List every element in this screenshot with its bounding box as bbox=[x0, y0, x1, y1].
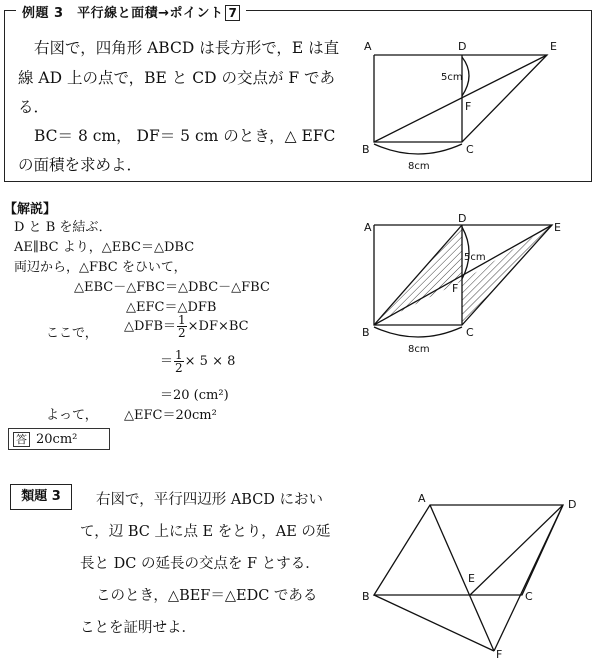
fig3-label-b: B bbox=[362, 590, 370, 603]
solution-line-5: △EFC＝△DFB bbox=[126, 300, 217, 315]
fig3-label-c: C bbox=[525, 590, 533, 603]
half-num-1: 1 bbox=[178, 313, 186, 327]
example-line-5: の面積を求めよ． bbox=[18, 156, 143, 174]
solution-line-3: 両辺から，△FBC をひいて， bbox=[14, 260, 187, 275]
solution-line-2: AE∥BC より，△EBC＝△DBC bbox=[14, 240, 195, 255]
equation-1 bbox=[124, 314, 249, 339]
practice-line-5: ことを証明せよ． bbox=[80, 620, 196, 636]
half-fraction-2 bbox=[174, 349, 184, 374]
example-header bbox=[16, 2, 246, 21]
half-fraction-1 bbox=[177, 314, 187, 339]
equation-2 bbox=[160, 349, 235, 374]
fig1-label-c: C bbox=[466, 143, 474, 156]
example-line-3: る． bbox=[18, 98, 50, 116]
practice-label: 類題 3 bbox=[10, 484, 72, 510]
example-line-1: 右図で，四角形 ABCD は長方形で，E は直 bbox=[34, 39, 340, 57]
fig2-label-f: F bbox=[452, 282, 459, 295]
fig3-label-d: D bbox=[568, 498, 577, 511]
fig1-label-f: F bbox=[465, 100, 472, 113]
solution-line-4: △EBC－△FBC＝△DBC－△FBC bbox=[74, 280, 270, 295]
fig3-label-f: F bbox=[496, 648, 503, 660]
solution-title: 【解説】 bbox=[4, 202, 57, 217]
fig3-af-line bbox=[430, 505, 494, 651]
therefore-label: よって， bbox=[46, 408, 98, 423]
practice-line-3: 長と DC の延長の交点を F とする． bbox=[80, 556, 320, 572]
half-den-2: 2 bbox=[175, 361, 183, 375]
fig2-df-length: 5cm bbox=[464, 252, 486, 263]
fig1-bc-length: 8cm bbox=[408, 161, 430, 172]
answer-mark: 答 bbox=[13, 432, 30, 447]
example-line-2: 線 AD 上の点で，BE と CD の交点が F であ bbox=[18, 69, 336, 87]
eq2-left: ＝ bbox=[160, 354, 174, 369]
figure-parallelogram bbox=[360, 488, 596, 660]
figure-rectangle-2 bbox=[352, 212, 592, 357]
fig2-label-c: C bbox=[466, 326, 474, 339]
therefore-equation: △EFC＝20cm² bbox=[124, 408, 217, 423]
half-den-1: 2 bbox=[178, 326, 186, 340]
fig3-label-e: E bbox=[468, 572, 475, 585]
fig2-label-a: A bbox=[364, 221, 372, 234]
fig2-label-d: D bbox=[458, 212, 467, 225]
figure-rectangle-1 bbox=[352, 30, 592, 175]
practice-line-2: て，辺 BC 上に点 E をとり，AE の延 bbox=[80, 524, 331, 540]
eq1-right: ×DF×BC bbox=[187, 319, 249, 334]
fig1-label-e: E bbox=[550, 40, 557, 53]
fig1-df-brace bbox=[462, 57, 469, 96]
point-number: 7 bbox=[225, 5, 240, 21]
practice-line-4: このとき，△BEF＝△EDC である bbox=[96, 588, 318, 604]
solution-line-1: D と B を結ぶ． bbox=[14, 220, 112, 235]
fig1-be-line bbox=[374, 55, 547, 142]
fig3-de-line bbox=[470, 505, 563, 595]
equation-3: ＝20 (cm²) bbox=[160, 388, 229, 403]
fig1-label-a: A bbox=[364, 40, 372, 53]
answer-box bbox=[8, 428, 110, 450]
example-header-text: 例題 3 平行線と面積→ポイント bbox=[22, 6, 224, 21]
practice-line-1: 右図で，平行四辺形 ABCD におい bbox=[96, 492, 324, 508]
fig3-bf-line bbox=[374, 595, 494, 651]
fig3-df-line bbox=[494, 505, 563, 651]
example-line-4: BC＝ 8 cm， DF＝ 5 cm のとき，△ EFC bbox=[34, 127, 336, 145]
fig1-label-d: D bbox=[458, 40, 467, 53]
fig1-bc-brace bbox=[374, 144, 462, 154]
eq2-right: × 5 × 8 bbox=[184, 354, 236, 369]
fig2-bc-length: 8cm bbox=[408, 344, 430, 355]
fig2-label-e: E bbox=[554, 221, 561, 234]
half-num-2: 1 bbox=[175, 348, 183, 362]
eq1-left: △DFB＝ bbox=[124, 319, 176, 334]
here-label: ここで， bbox=[46, 326, 98, 341]
fig3-label-a: A bbox=[418, 492, 426, 505]
answer-value: 20cm² bbox=[36, 432, 78, 447]
fig1-df-length: 5cm bbox=[441, 72, 463, 83]
fig1-label-b: B bbox=[362, 143, 370, 156]
fig2-bc-brace bbox=[374, 327, 462, 337]
fig2-label-b: B bbox=[362, 326, 370, 339]
